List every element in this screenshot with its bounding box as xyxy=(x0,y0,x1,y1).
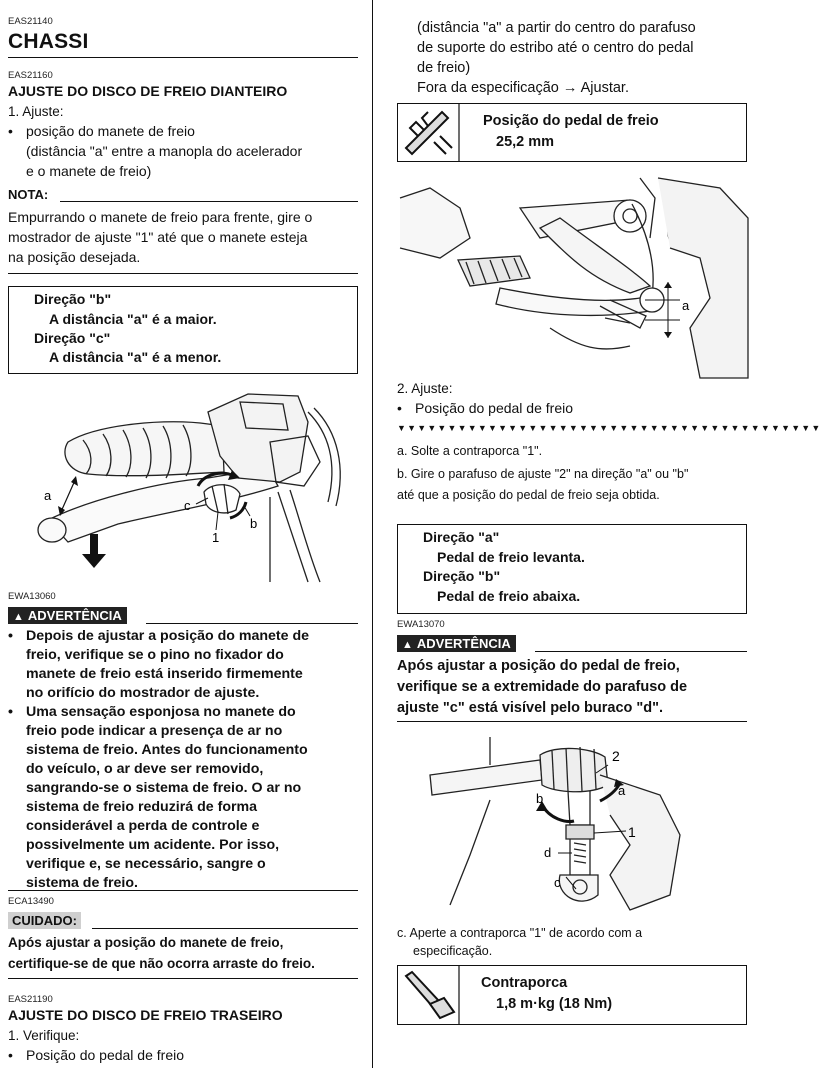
bullet-dot: • xyxy=(397,400,402,416)
divider xyxy=(397,721,747,722)
fig-label-a: a xyxy=(44,488,52,503)
caution-line: certifique-se de que não ocorra arraste do freio. xyxy=(8,956,315,971)
box-line: Direção "b" xyxy=(423,568,501,584)
box-line: Pedal de freio abaixa. xyxy=(437,588,581,604)
warning-line: freio pode indicar a presença de ar no xyxy=(26,723,283,739)
warning-bullet xyxy=(8,627,360,705)
brake-pedal-figure xyxy=(400,178,748,378)
text-line: b. Gire o parafuso de ajuste "2" na direção "a" ou "b" xyxy=(397,467,689,481)
fig-label-a: a xyxy=(682,298,690,313)
caution-badge: CUIDADO: xyxy=(8,912,81,929)
spec-title: Contraporca xyxy=(481,975,568,991)
warning-icon: ▲ xyxy=(13,611,24,623)
divider xyxy=(92,928,358,929)
divider xyxy=(8,273,358,274)
divider xyxy=(60,201,358,202)
fig-label-b: b xyxy=(250,516,258,531)
bullet-dot: • xyxy=(8,1047,13,1063)
warning-bullet xyxy=(8,703,360,893)
fig-label-d: d xyxy=(544,845,552,860)
warning-line: sistema de freio. Antes do funcionamento xyxy=(26,742,308,758)
warning-line: sistema de freio. xyxy=(26,875,138,891)
text-line: até que a posição do pedal de freio seja obtida. xyxy=(397,488,660,502)
box-line: A distância "a" é a maior. xyxy=(49,311,217,327)
caution-line: Após ajustar a posição do manete de freio, xyxy=(8,935,284,950)
text-line: c. Aperte a contraporca "1" de acordo com a xyxy=(397,926,643,940)
direction-box xyxy=(8,286,358,374)
fig-label-1: 1 xyxy=(212,530,220,545)
substep-c xyxy=(397,924,642,960)
warning-line: freio, verifique se o pino no fixador do xyxy=(26,647,284,663)
bullet-item xyxy=(8,1045,348,1065)
warning-line: manete de freio está inserido firmemente xyxy=(26,666,303,682)
fig-label-2: 2 xyxy=(612,748,620,764)
step-label: 1. Verifique: xyxy=(8,1028,80,1043)
text-line: especificação. xyxy=(413,944,493,958)
doc-code: EAS21140 xyxy=(8,16,53,27)
doc-code: ECA13490 xyxy=(8,896,54,907)
spec-value: 25,2 mm xyxy=(496,134,555,150)
direction-box xyxy=(397,524,747,614)
text-line: de suporte do estribo até o centro do pedal xyxy=(417,40,694,56)
divider xyxy=(8,57,358,58)
bullet-item xyxy=(8,121,358,181)
warning-text xyxy=(397,656,687,719)
warning-label: ADVERTÊNCIA xyxy=(27,608,122,623)
nota-label: NOTA: xyxy=(8,187,49,202)
spec-box-locknut xyxy=(397,965,747,1025)
warning-line: Após ajustar a posição do pedal de freio, xyxy=(397,658,680,674)
warning-label: ADVERTÊNCIA xyxy=(416,636,511,651)
warning-line: possivelmente um acidente. Por isso, xyxy=(26,837,280,853)
bullet-item xyxy=(397,398,737,418)
divider xyxy=(8,890,358,891)
caution-text xyxy=(8,932,315,974)
bullet-text: Posição do pedal de freio xyxy=(415,400,573,416)
divider xyxy=(146,623,358,624)
warning-line: sangrando-se o sistema de freio. O ar no xyxy=(26,780,302,796)
warning-line: verifique e, se necessário, sangre o xyxy=(26,856,266,872)
nota-text xyxy=(8,207,360,267)
doc-code: EAS21160 xyxy=(8,70,53,81)
bullet-text: (distância "a" entre a manopla do acelerador xyxy=(26,143,303,159)
warning-line: Depois de ajustar a posição do manete de xyxy=(26,628,310,644)
warning-line: considerável a perda de controle e xyxy=(26,818,260,834)
section-title: AJUSTE DO DISCO DE FREIO TRASEIRO xyxy=(8,1007,283,1023)
nota-line: Empurrando o manete de freio para frente, gire o xyxy=(8,209,313,225)
substep-b xyxy=(397,464,688,506)
step-label: 1. Ajuste: xyxy=(8,104,64,119)
step-label: 2. Ajuste: xyxy=(397,381,453,396)
nota-line: mostrador de ajuste "1" até que o manete esteja xyxy=(8,229,308,245)
warning-line: Uma sensação esponjosa no manete do xyxy=(26,704,296,720)
bullet-text: Posição do pedal de freio xyxy=(26,1047,184,1063)
wrench-icon xyxy=(398,966,460,1024)
caliper-icon xyxy=(398,104,460,161)
brake-lever-figure xyxy=(8,382,358,587)
spec-box-pedal-position xyxy=(397,103,747,162)
bullet-text: posição do manete de freio xyxy=(26,123,195,139)
section-title: AJUSTE DO DISCO DE FREIO DIANTEIRO xyxy=(8,83,288,99)
fig-label-a: a xyxy=(618,783,626,798)
bullet-dot: • xyxy=(8,123,13,139)
box-line: Direção "b" xyxy=(34,291,112,307)
warning-icon: ▲ xyxy=(402,639,413,651)
doc-code: EWA13060 xyxy=(8,591,56,602)
nota-line: na posição desejada. xyxy=(8,249,141,265)
box-line: A distância "a" é a menor. xyxy=(49,349,222,365)
warning-line: ajuste "c" está visível pelo buraco "d". xyxy=(397,700,664,716)
fig-label-1: 1 xyxy=(628,824,636,840)
box-line: Direção "a" xyxy=(423,529,500,545)
substep-a: a. Solte a contraporca "1". xyxy=(397,444,543,458)
step-separator: ▼▼▼▼▼▼▼▼▼▼▼▼▼▼▼▼▼▼▼▼▼▼▼▼▼▼▼▼▼▼▼▼▼▼▼▼▼▼▼▼▼▼ xyxy=(397,423,822,433)
warning-line: sistema de freio reduzirá de forma xyxy=(26,799,258,815)
fig-label-b: b xyxy=(536,791,544,806)
pedal-adjuster-figure xyxy=(430,735,690,915)
chapter-title: CHASSI xyxy=(8,30,89,53)
text-line: (distância "a" a partir do centro do parafuso xyxy=(417,20,696,36)
text-line: de freio) xyxy=(417,60,471,76)
warning-badge xyxy=(8,607,127,624)
bullet-dot: • xyxy=(8,704,13,720)
warning-line: do veículo, o ar deve ser removido, xyxy=(26,761,264,777)
warning-line: no orifício do mostrador de ajuste. xyxy=(26,685,260,701)
bullet-text: e o manete de freio) xyxy=(26,163,152,179)
column-separator xyxy=(372,0,373,1068)
fig-label-c: c xyxy=(184,498,191,513)
warning-badge xyxy=(397,635,516,652)
doc-code: EWA13070 xyxy=(397,619,445,630)
text-line: Fora da especificação → Ajustar. xyxy=(417,80,629,96)
fig-label-c: c xyxy=(554,875,561,890)
bullet-dot: • xyxy=(8,628,13,644)
divider xyxy=(535,651,747,652)
warning-line: verifique se a extremidade do parafuso de xyxy=(397,679,688,695)
spec-title: Posição do pedal de freio xyxy=(483,113,659,129)
doc-code: EAS21190 xyxy=(8,994,53,1005)
box-line: Direção "c" xyxy=(34,330,111,346)
box-line: Pedal de freio levanta. xyxy=(437,549,585,565)
continued-text xyxy=(417,18,696,98)
divider xyxy=(8,978,358,979)
spec-value: 1,8 m·kg (18 Nm) xyxy=(496,996,613,1012)
